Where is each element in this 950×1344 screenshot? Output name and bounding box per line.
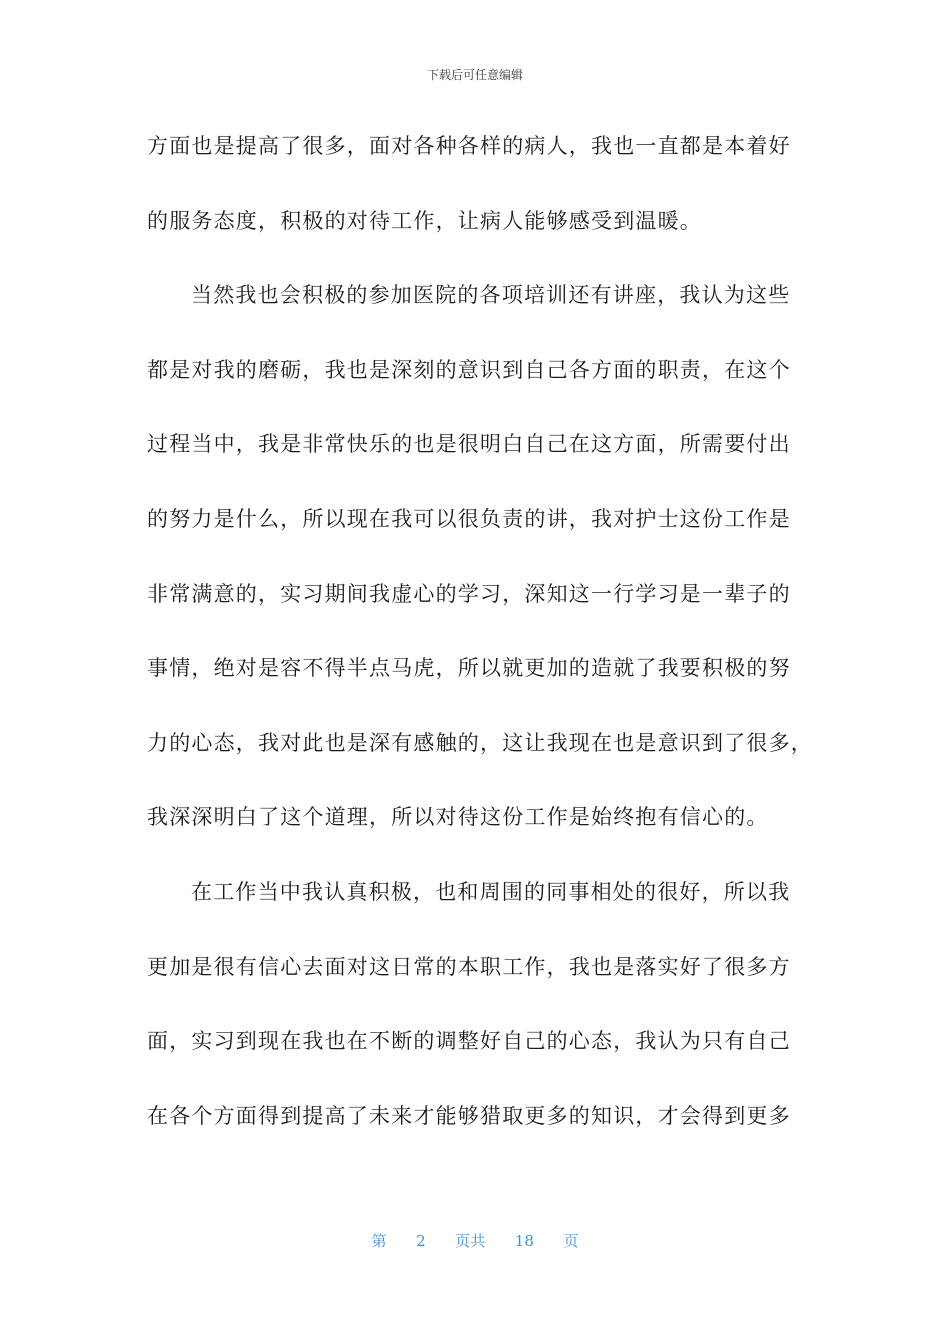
body-line: 力的心态，我对此也是深有感触的，这让我现在也是意识到了很多， (147, 730, 813, 755)
body-line: 在各个方面得到提高了未来才能够猎取更多的知识，才会得到更多 (147, 1103, 791, 1128)
body-line: 方面也是提高了很多，面对各种各样的病人，我也一直都是本着好 (147, 134, 791, 158)
body-line: 的努力是什么，所以现在我可以很负责的讲，我对护士这份工作是 (147, 506, 791, 531)
footer-middle: 页共 (455, 1232, 486, 1250)
page-number-footer (0, 1230, 950, 1251)
body-line: 非常满意的，实习期间我虚心的学习，深知这一行学习是一辈子的 (147, 581, 791, 606)
body-line: 事情，绝对是容不得半点马虎，所以就更加的造就了我要积极的努 (147, 656, 791, 681)
body-line: 的服务态度，积极的对待工作，让病人能够感受到温暖。 (147, 208, 702, 233)
paragraph-start-line: 当然我也会积极的参加医院的各项培训还有讲座，我认为这些 (191, 283, 791, 308)
body-line: 都是对我的磨砺，我也是深刻的意识到自己各方面的职责，在这个 (147, 357, 791, 382)
document-body (147, 122, 813, 1166)
body-line: 我深深明白了这个道理，所以对待这份工作是始终抱有信心的。 (147, 805, 769, 830)
footer-prefix: 第 (371, 1232, 387, 1250)
body-line: 更加是很有信心去面对这日常的本职工作，我也是落实好了很多方 (147, 954, 791, 979)
paragraph-start-line: 在工作当中我认真积极，也和周围的同事相处的很好，所以我 (191, 879, 791, 904)
current-page-number: 2 (416, 1232, 426, 1250)
body-line: 过程当中，我是非常快乐的也是很明白自己在这方面，所需要付出 (147, 432, 791, 457)
total-page-count: 18 (514, 1232, 534, 1250)
page-header-note: 下载后可任意编辑 (426, 68, 523, 82)
footer-suffix: 页 (563, 1232, 579, 1250)
body-line: 面，实习到现在我也在不断的调整好自己的心态，我认为只有自己 (147, 1029, 791, 1054)
